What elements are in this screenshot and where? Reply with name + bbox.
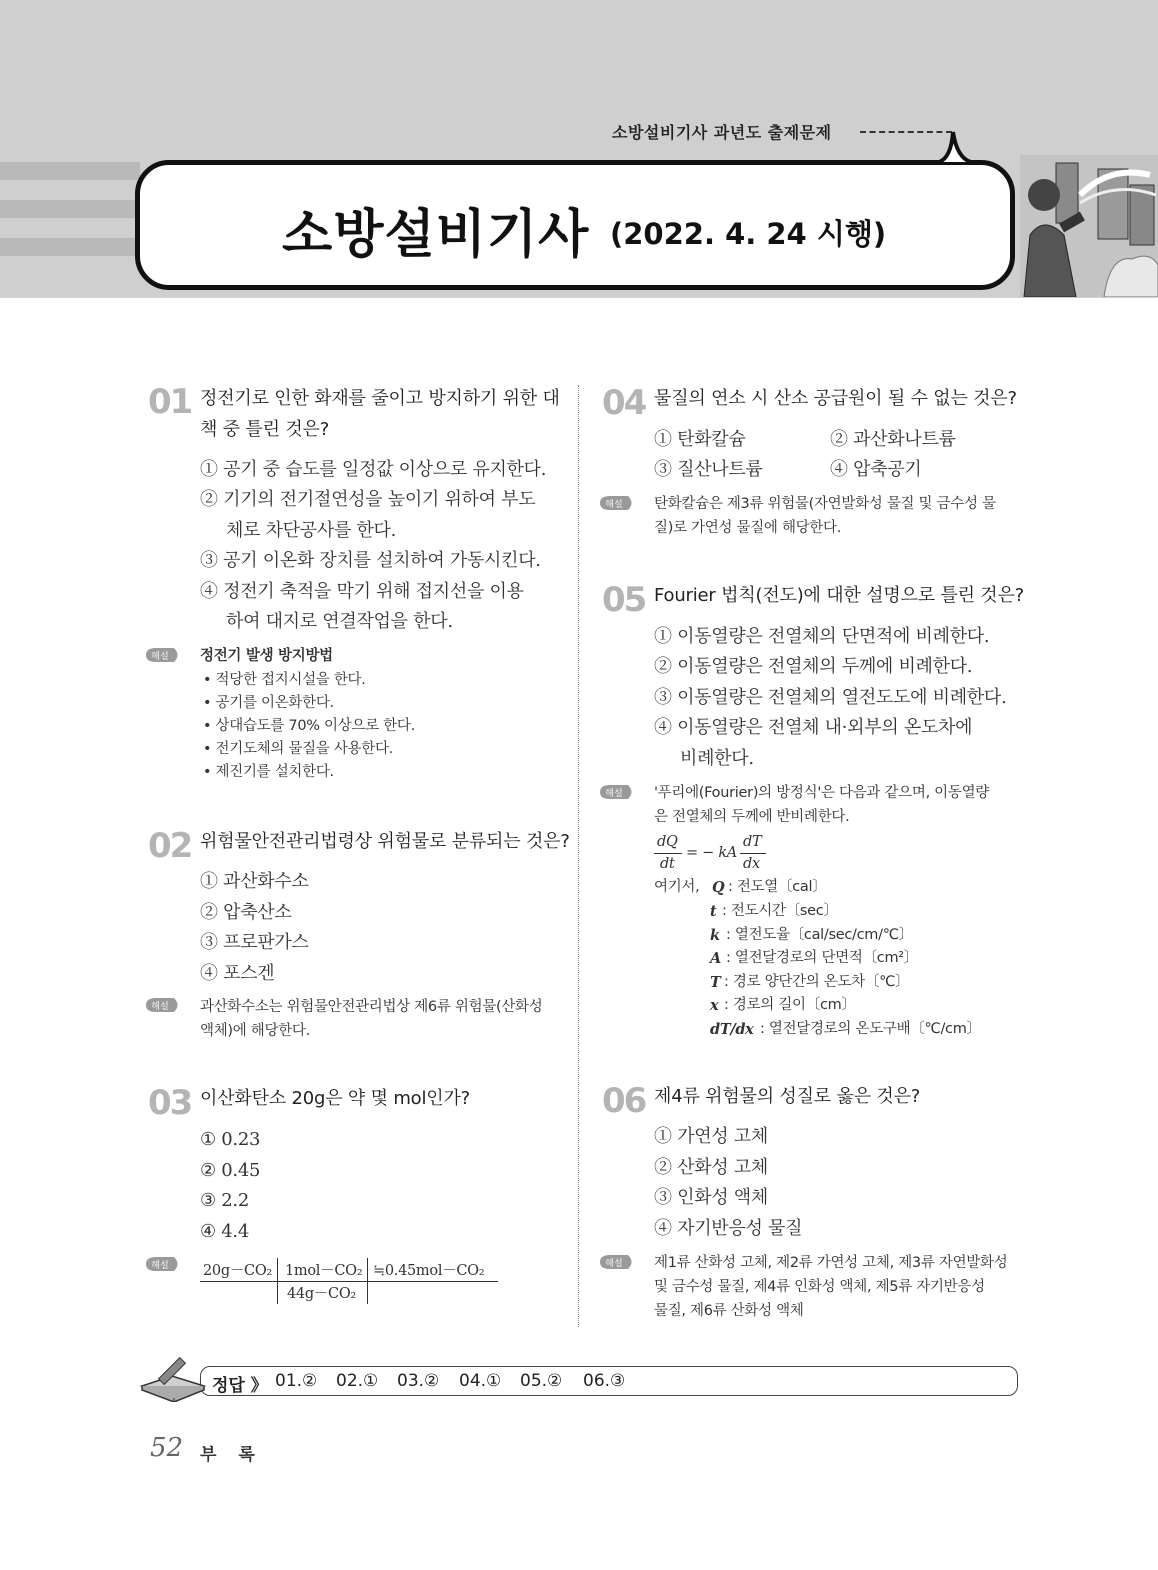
term-description: : 경로 양단간의 온도차〔℃〕 xyxy=(724,974,910,990)
answer-key-item: 02.① xyxy=(336,1371,379,1391)
answer-option: ② 과산화나트륨 xyxy=(830,429,956,450)
calc-numerator-1: 20g－CO₂ xyxy=(203,1263,272,1279)
question-number: 06 xyxy=(602,1081,646,1121)
answer-option: ④ 4.4 xyxy=(200,1221,249,1242)
explanation-bullet: • 제진기를 설치한다. xyxy=(203,764,334,780)
answer-key-item: 06.③ xyxy=(583,1371,626,1391)
answer-option: ④ 이동열량은 전열체 내·외부의 온도차에 xyxy=(654,717,973,738)
explanation-badge-icon xyxy=(144,1255,182,1273)
answer-option: ② 0.45 xyxy=(200,1160,261,1181)
question-number: 02 xyxy=(148,826,192,866)
calc-numerator-2: 1mol－CO₂ xyxy=(285,1263,363,1279)
column-divider xyxy=(578,385,579,1327)
question-text: 이산화탄소 20g은 약 몇 mol인가? xyxy=(200,1088,470,1109)
answer-option-continuation: 비례한다. xyxy=(680,748,754,769)
explanation-bullet: • 전기도체의 물질을 사용한다. xyxy=(203,741,393,757)
calc-fraction-line xyxy=(200,1281,498,1282)
question-text: 제4류 위험물의 성질로 옳은 것은? xyxy=(654,1086,921,1107)
explanation-bullet: • 적당한 접지시설을 한다. xyxy=(203,672,366,688)
term-description: : 전도시간〔sec〕 xyxy=(722,903,838,919)
answer-key-item: 05.② xyxy=(520,1371,563,1391)
answer-option-continuation: 하여 대지로 연결작업을 한다. xyxy=(226,611,453,632)
formula-rhs-denominator: dx xyxy=(743,856,760,872)
svg-text:해설: 해설 xyxy=(151,1002,169,1012)
explanation-badge-icon xyxy=(598,494,636,512)
question-number: 04 xyxy=(602,383,646,423)
explanation-text: 액체)에 해당한다. xyxy=(200,1023,310,1039)
answer-option: ③ 질산나트륨 xyxy=(654,459,763,480)
explanation-text: 질)로 가연성 물질에 해당한다. xyxy=(654,520,842,536)
term-symbol: k xyxy=(710,927,720,944)
answer-key-item: 01.② xyxy=(275,1371,318,1391)
exam-date: (2022. 4. 24 시행) xyxy=(610,217,887,251)
answer-key-item: 04.① xyxy=(459,1371,502,1391)
explanation-bullet: • 공기를 이온화한다. xyxy=(203,695,334,711)
explanation-badge-icon xyxy=(144,996,182,1014)
question-text: Fourier 법칙(전도)에 대한 설명으로 틀린 것은? xyxy=(654,585,1025,606)
explanation-text: 물질, 제6류 산화성 액체 xyxy=(654,1303,804,1319)
term-symbol: dT/dx xyxy=(710,1021,754,1038)
answers-label: 정답 》 xyxy=(212,1376,268,1396)
answer-option: ① 공기 중 습도를 일정값 이상으로 유지한다. xyxy=(200,459,547,480)
calc-result: ≒0.45mol－CO₂ xyxy=(373,1263,485,1279)
answer-option: ① 가연성 고체 xyxy=(654,1126,768,1147)
explanation-badge-icon xyxy=(598,1253,636,1271)
header-stripe xyxy=(0,238,140,256)
svg-text:해설: 해설 xyxy=(605,500,623,510)
answer-option: ② 기기의 전기절연성을 높이기 위하여 부도 xyxy=(200,489,536,510)
page-number: 52 xyxy=(150,1433,184,1463)
svg-text:해설: 해설 xyxy=(151,1261,169,1271)
speech-tail xyxy=(935,128,975,168)
explanation-text: 및 금수성 물질, 제4류 인화성 액체, 제5류 자기반응성 xyxy=(654,1279,985,1295)
question-text: 위험물안전관리법령상 위험물로 분류되는 것은? xyxy=(200,831,570,852)
question-number: 03 xyxy=(148,1083,192,1123)
term-description: : 열전달경로의 단면적〔cm²〕 xyxy=(726,950,918,966)
answer-option: ① 과산화수소 xyxy=(200,871,309,892)
term-description: : 경로의 길이〔cm〕 xyxy=(724,997,856,1013)
answer-option: ① 0.23 xyxy=(200,1129,261,1150)
answer-option: ③ 2.2 xyxy=(200,1190,249,1211)
formula-lhs-numerator: dQ xyxy=(657,834,678,850)
explanation-bullet: • 상대습도를 70% 이상으로 한다. xyxy=(203,718,415,734)
explanation-text: 제1류 산화성 고체, 제2류 가연성 고체, 제3류 자연발화성 xyxy=(654,1255,1008,1271)
question-number: 05 xyxy=(602,580,646,620)
running-title: 소방설비기사 과년도 출제문제 xyxy=(612,123,832,142)
answer-key-item: 03.② xyxy=(397,1371,440,1391)
answer-option: ① 이동열량은 전열체의 단면적에 비례한다. xyxy=(654,626,990,647)
answer-option: ③ 프로판가스 xyxy=(200,932,309,953)
term-symbol: x xyxy=(710,997,719,1014)
answer-option: ④ 정전기 축적을 막기 위해 접지선을 이용 xyxy=(200,581,524,602)
book-pencil-icon xyxy=(138,1350,208,1402)
where-label: 여기서, xyxy=(654,879,700,895)
answer-option: ④ 자기반응성 물질 xyxy=(654,1218,803,1239)
answer-option: ② 산화성 고체 xyxy=(654,1157,768,1178)
term-symbol: t xyxy=(710,903,717,920)
answer-option: ③ 이동열량은 전열체의 열전도도에 비례한다. xyxy=(654,687,1007,708)
term-description: : 열전도율〔cal/sec/cm/℃〕 xyxy=(726,927,913,943)
svg-text:해설: 해설 xyxy=(605,1259,623,1269)
calc-denominator-2: 44g－CO₂ xyxy=(287,1286,356,1302)
page-title: 소방설비기사 xyxy=(282,205,590,265)
answer-option: ③ 인화성 액체 xyxy=(654,1187,768,1208)
formula-middle: = − kA xyxy=(686,845,737,861)
answer-option-continuation: 체로 차단공사를 한다. xyxy=(226,520,397,541)
term-description: : 전도열〔cal〕 xyxy=(728,879,827,895)
explanation-heading: 정전기 발생 방지방법 xyxy=(200,648,333,664)
answer-option: ② 이동열량은 전열체의 두께에 비례한다. xyxy=(654,656,973,677)
answer-option: ④ 압축공기 xyxy=(830,459,922,480)
term-symbol: A xyxy=(710,950,721,967)
explanation-text: 탄화칼슘은 제3류 위험물(자연발화성 물질 및 금수성 물 xyxy=(654,496,996,512)
section-label: 부 록 xyxy=(200,1445,263,1465)
explanation-badge-icon xyxy=(598,783,636,801)
answer-option: ② 압축산소 xyxy=(200,902,292,923)
explanation-badge-icon xyxy=(144,646,182,664)
question-number: 01 xyxy=(148,382,192,422)
svg-text:해설: 해설 xyxy=(605,789,623,799)
answer-option: ④ 포스겐 xyxy=(200,963,275,984)
formula-lhs-denominator: dt xyxy=(660,856,675,872)
term-symbol: Q xyxy=(712,879,725,896)
explanation-text: 과산화수소는 위험물안전관리법상 제6류 위험물(산화성 xyxy=(200,999,543,1015)
header-stripe xyxy=(0,200,140,218)
answer-option: ① 탄화칼슘 xyxy=(654,429,746,450)
question-text: 물질의 연소 시 산소 공급원이 될 수 없는 것은? xyxy=(654,388,1017,409)
explanation-text: '푸리에(Fourier)의 방정식'은 다음과 같으며, 이동열량 xyxy=(654,785,990,801)
svg-text:해설: 해설 xyxy=(151,652,169,662)
explanation-text: 은 전열체의 두께에 반비례한다. xyxy=(654,809,850,825)
formula-rhs-numerator: dT xyxy=(743,834,762,850)
firefighter-illustration xyxy=(1020,155,1158,297)
answer-option: ③ 공기 이온화 장치를 설치하여 가동시킨다. xyxy=(200,550,541,571)
term-description: : 열전달경로의 온도구배〔℃/cm〕 xyxy=(760,1021,981,1037)
header-stripe xyxy=(0,162,140,180)
question-text: 정전기로 인한 화재를 줄이고 방지하기 위한 대 xyxy=(200,388,560,409)
term-symbol: T xyxy=(710,974,721,991)
question-text: 책 중 틀린 것은? xyxy=(200,419,330,440)
